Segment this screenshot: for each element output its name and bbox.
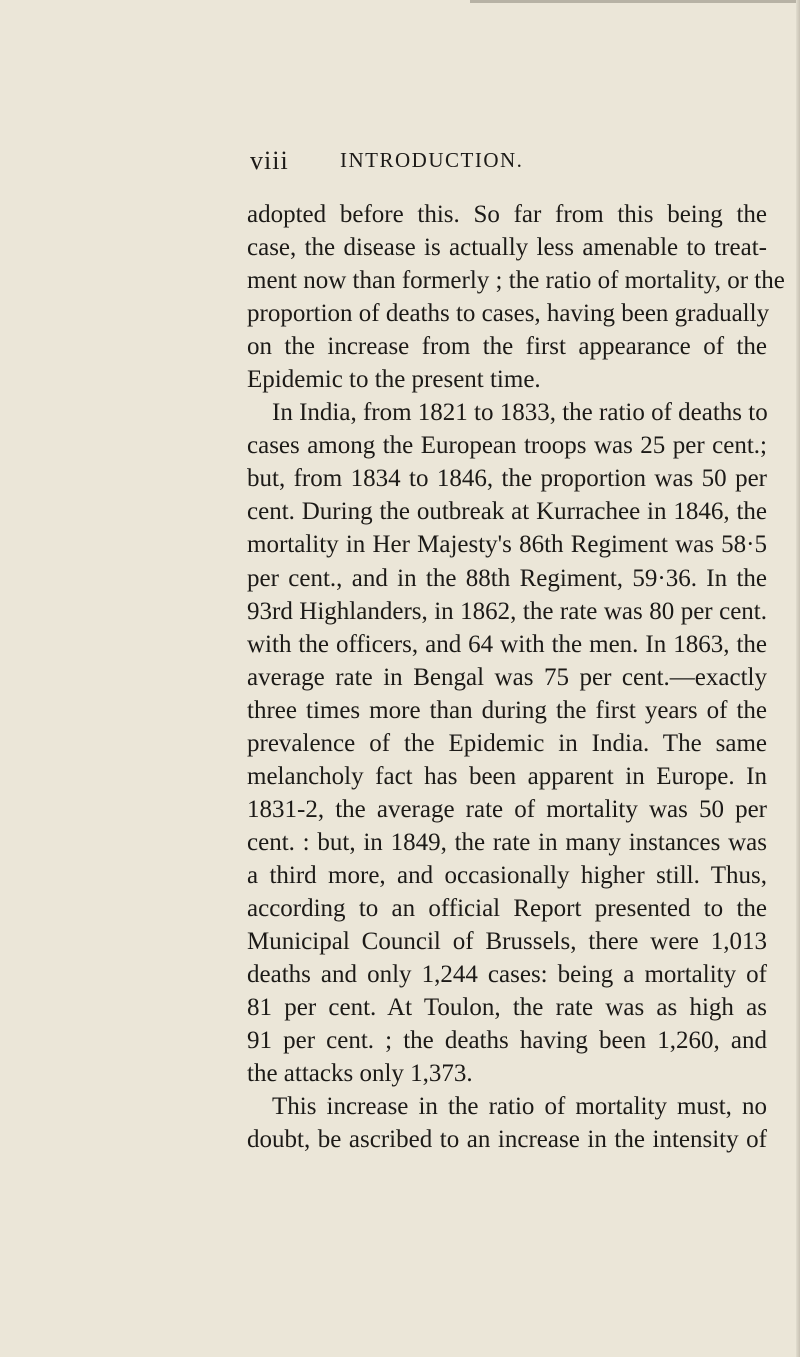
text-line: a third more, and occasionally higher still. Thus, bbox=[247, 861, 767, 889]
text-line: melancholy fact has been apparent in Europe. In bbox=[247, 762, 767, 790]
text-line: average rate in Bengal was 75 per cent.—exactly bbox=[247, 663, 767, 691]
text-line: 91 per cent. ; the deaths having been 1,260, and bbox=[247, 1027, 767, 1055]
header-title: INTRODUCTION. bbox=[340, 148, 524, 172]
text-line: the attacks only 1,373. bbox=[247, 1060, 473, 1088]
text-line: ment now than formerly ; the ratio of mortality, or the bbox=[247, 267, 785, 295]
text-line: cent. During the outbreak at Kurrachee in 1846, the bbox=[247, 498, 767, 526]
text-line: deaths and only 1,244 cases: being a mortality of bbox=[247, 961, 767, 989]
paragraph bbox=[247, 1090, 767, 1156]
text-line: 1831-2, the average rate of mortality was 50 per bbox=[247, 795, 767, 823]
text-line: In India, from 1821 to 1833, the ratio of deaths to bbox=[272, 399, 768, 427]
text-line: cases among the European troops was 25 per cent.; bbox=[247, 432, 767, 460]
text-line: proportion of deaths to cases, having been gradually bbox=[247, 300, 770, 328]
page-top-edge-shadow bbox=[470, 0, 800, 3]
text-line: adopted before this. So far from this being the bbox=[247, 201, 767, 228]
text-line: cent. : but, in 1849, the rate in many instances was bbox=[247, 828, 767, 856]
paragraph bbox=[247, 198, 785, 396]
text-line: 93rd Highlanders, in 1862, the rate was 80 per cent. bbox=[247, 597, 767, 625]
text-line: 81 per cent. At Toulon, the rate was as high as bbox=[247, 994, 767, 1022]
text-line: three times more than during the first years of the bbox=[247, 696, 767, 724]
text-line: but, from 1834 to 1846, the proportion was 50 per bbox=[247, 465, 767, 493]
text-line: case, the disease is actually less amenable to treat- bbox=[247, 234, 767, 262]
running-head bbox=[250, 146, 750, 178]
page-right-edge-shadow bbox=[796, 0, 800, 1357]
text-line: mortality in Her Majesty's 86th Regiment was 58·5 bbox=[247, 531, 767, 559]
text-line: according to an official Report presented to the bbox=[247, 894, 767, 922]
text-line: per cent., and in the 88th Regiment, 59·36. In the bbox=[247, 564, 767, 592]
text-line: This increase in the ratio of mortality must, no bbox=[272, 1093, 767, 1121]
text-line: on the increase from the first appearance of the bbox=[247, 333, 767, 361]
text-line: with the officers, and 64 with the men. In 1863, the bbox=[247, 630, 767, 658]
page-number: viii bbox=[250, 146, 289, 175]
paragraph bbox=[247, 396, 767, 1090]
text-line: Epidemic to the present time. bbox=[247, 366, 541, 394]
text-line: prevalence of the Epidemic in India. The same bbox=[247, 729, 767, 757]
text-line: doubt, be ascribed to an increase in the intensity of bbox=[247, 1126, 767, 1154]
body-text bbox=[247, 198, 785, 1156]
text-line: Municipal Council of Brussels, there were 1,013 bbox=[247, 928, 767, 956]
